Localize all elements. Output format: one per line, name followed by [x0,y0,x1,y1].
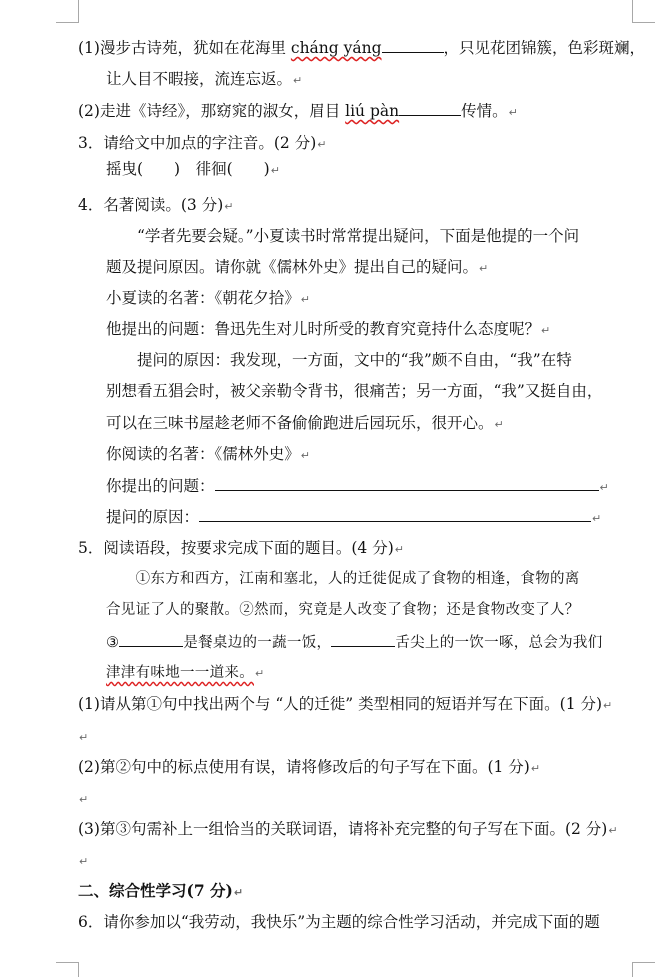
question-4-reason-3-text: 可以在三味书屋趁老师不备偷偷跑进后园玩乐，很开心。 [106,414,494,432]
question-5-text: 5．阅读语段，按要求完成下面的题目。(4 分) [78,539,394,557]
paragraph-mark: ↵ [494,418,504,431]
paragraph-mark: ↵ [541,324,551,337]
item-1-text-a: (1)漫步古诗苑，犹如在花海里 [78,39,291,57]
question-5-passage-2-text: 合见证了人的聚散。②然而，究竟是人改变了食物；还是食物改变了人？ [106,602,580,618]
question-4-para-2 [106,257,488,279]
item-2-line [78,101,518,123]
question-5-passage-4 [106,663,265,684]
question-5-sub-3 [78,819,618,841]
question-4-your-question [106,476,609,498]
item-1-pinyin: cháng yáng [290,39,382,57]
paragraph-mark: ↵ [300,449,310,462]
item-1-line-2 [106,69,302,91]
question-5-sub-3-text: (3)第③句需补上一组恰当的关联词语，请将补充完整的句子写在下面。(2 分) [78,820,608,838]
question-5-sub-1-text: (1)请从第①句中找出两个与 “人的迁徙” 类型相同的短语并写在下面。(1 分) [78,695,603,713]
question-5-passage-1 [106,569,580,589]
paragraph-mark: ↵ [508,106,518,119]
question-4-reason-2-text: 别想看五猖会时，被父亲勒令背书，很痛苦；另一方面，“我”又挺自由， [106,382,603,400]
question-4-your-reason-blank[interactable] [199,507,591,522]
question-4-text: 4．名著阅读。(3 分) [78,196,224,214]
item-1-text-c: 让人目不暇接，流连忘返。 [106,70,293,88]
question-3-items-text: 摇曳( ) 徘徊( ) [106,160,270,178]
question-5-passage-3-text-b: 是餐桌边的一蔬一饭， [183,635,332,651]
question-4-question-text: 他提出的问题：鲁迅先生对儿时所受的教育究竟持什么态度呢？ [106,320,541,338]
paragraph-mark: ↵ [224,200,234,213]
page-corner-bottom-right [632,962,655,977]
paragraph-mark: ↵ [608,824,618,837]
question-4-book-text: 小夏读的名著：《朝花夕拾》 [106,289,300,307]
item-1-line [78,38,645,58]
empty-answer-line-2[interactable] [78,788,88,810]
question-4-your-book [106,444,310,466]
page-corner-top-left [56,0,79,23]
paragraph-mark: ↵ [530,762,541,775]
paragraph-mark: ↵ [599,481,609,494]
paragraph-mark: ↵ [270,164,280,177]
item-1-text-b: ，只见花团锦簇，色彩斑斓， [443,39,646,57]
question-5-passage-1-text: ①东方和西方，江南和塞北，人的迁徙促成了食物的相逢，食物的离 [106,571,580,587]
item-2-blank[interactable] [399,101,461,116]
paragraph-mark: ↵ [317,138,327,151]
question-5-blank-1[interactable] [119,632,183,647]
section-2-heading [78,881,243,903]
question-5-title [78,538,404,560]
question-4-title [78,195,233,217]
question-6-title [78,912,600,932]
paragraph-mark: ↵ [79,855,89,868]
page-corner-top-right [632,0,655,23]
question-3-title [78,133,326,155]
paragraph-mark: ↵ [233,886,244,899]
question-4-your-question-blank[interactable] [215,476,599,491]
question-5-sub-2 [78,757,540,779]
paragraph-mark: ↵ [79,731,89,744]
paragraph-mark: ↵ [592,512,602,525]
question-3-items [106,159,280,181]
item-1-blank[interactable] [382,38,444,53]
paragraph-mark: ↵ [293,74,303,87]
paragraph-mark: ↵ [300,293,310,306]
question-4-your-reason-label: 提问的原因： [106,508,200,526]
question-4-reason-3 [106,413,504,435]
question-4-book [106,288,310,310]
question-4-your-book-text: 你阅读的名著：《儒林外史》 [106,445,300,463]
paragraph-mark: ↵ [394,543,404,556]
question-4-para-2-text: 题及提问原因。请你就《儒林外史》提出自己的疑问。 [106,258,479,276]
question-3-text: 3．请给文中加点的字注音。(2 分) [78,134,317,152]
paragraph-mark: ↵ [255,667,265,680]
question-5-sub-1 [78,694,612,716]
paragraph-mark: ↵ [603,699,613,712]
question-4-para-1 [106,226,579,246]
item-2-pinyin: liú pàn [345,102,400,120]
question-5-sub-2-text: (2)第②句中的标点使用有误，请将修改后的句子写在下面。(1 分) [78,758,530,776]
question-5-passage-3-num: ③ [106,635,120,651]
question-4-question [106,319,550,341]
paragraph-mark: ↵ [79,793,89,806]
question-4-reason-1 [106,350,572,370]
empty-answer-line-1[interactable] [78,726,88,748]
question-5-passage-2 [106,600,580,620]
question-4-your-reason [106,507,601,529]
question-4-reason-2 [106,381,602,401]
item-2-text-b: 传情。 [461,102,508,120]
question-4-para-1-text: “学者先要会疑。”小夏读书时常常提出疑问，下面是他提的一个问 [106,227,580,245]
paragraph-mark: ↵ [479,262,489,275]
item-2-text-a: (2)走进《诗经》，那窈窕的淑女，眉目 [78,102,346,120]
question-6-text: 6．请你参加以“我劳动，我快乐”为主题的综合性学习活动，并完成下面的题 [78,913,600,931]
question-4-reason-1-text: 提问的原因：我发现，一方面，文中的“我”颇不自由，“我”在特 [106,351,572,369]
page-corner-bottom-left [56,962,79,977]
section-2-heading-text: 二、综合性学习(7 分) [78,881,233,900]
question-5-blank-2[interactable] [331,632,395,647]
question-4-your-question-label: 你提出的问题： [106,477,215,495]
question-5-passage-4-text: 津津有味地一一道来。 [106,665,254,681]
question-5-passage-3 [106,632,603,653]
empty-answer-line-3[interactable] [78,850,88,872]
question-5-passage-3-text-c: 舌尖上的一饮一啄，总会为我们 [395,635,603,651]
